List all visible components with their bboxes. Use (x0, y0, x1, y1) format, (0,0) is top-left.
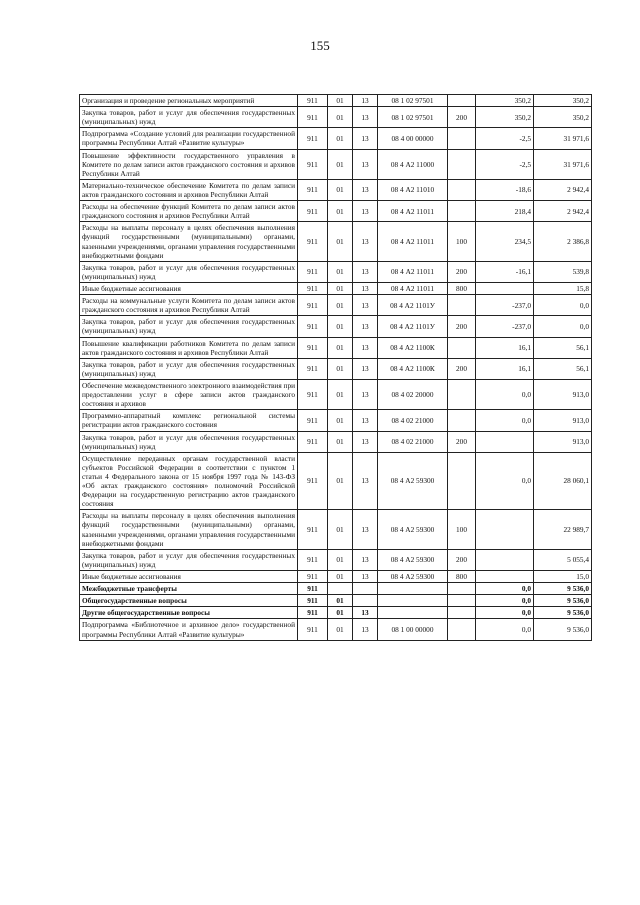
grbs-code-cell: 911 (298, 201, 328, 222)
total-amount-cell: 9 536,0 (534, 607, 592, 619)
expense-type-cell: 200 (448, 316, 476, 337)
grbs-code-cell: 911 (298, 358, 328, 379)
section-code-cell: 01 (328, 149, 353, 179)
grbs-code-cell: 911 (298, 222, 328, 261)
table-row (80, 337, 592, 358)
target-article-cell (378, 595, 448, 607)
subsection-code-cell: 13 (353, 201, 378, 222)
total-amount-cell: 9 536,0 (534, 583, 592, 595)
section-code-cell: 01 (328, 510, 353, 549)
table-row (80, 128, 592, 149)
target-article-cell: 08 4 А2 11011 (378, 222, 448, 261)
section-code-cell: 01 (328, 379, 353, 409)
section-code-cell: 01 (328, 128, 353, 149)
subsection-code-cell: 13 (353, 379, 378, 409)
expense-name-cell: Общегосударственные вопросы (80, 595, 298, 607)
section-code-cell: 01 (328, 261, 353, 282)
grbs-code-cell: 911 (298, 337, 328, 358)
target-article-cell: 08 4 А2 11011 (378, 282, 448, 294)
expense-type-cell (448, 607, 476, 619)
total-amount-cell: 5 055,4 (534, 549, 592, 570)
expense-name-cell: Межбюджетные трансферты (80, 583, 298, 595)
expense-name-cell: Иные бюджетные ассигнования (80, 282, 298, 294)
subsection-code-cell: 13 (353, 128, 378, 149)
expense-type-cell (448, 149, 476, 179)
expense-type-cell: 200 (448, 431, 476, 452)
expense-type-cell: 800 (448, 282, 476, 294)
section-code-cell: 01 (328, 549, 353, 570)
grbs-code-cell: 911 (298, 128, 328, 149)
change-amount-cell: 218,4 (476, 201, 534, 222)
change-amount-cell (476, 510, 534, 549)
grbs-code-cell: 911 (298, 107, 328, 128)
subsection-code-cell: 13 (353, 410, 378, 431)
change-amount-cell: 350,2 (476, 95, 534, 107)
total-amount-cell: 22 989,7 (534, 510, 592, 549)
section-code-cell: 01 (328, 337, 353, 358)
expense-name-cell: Обеспечение межведомственного электронного взаимодействия при предоставлении услуг в сфере записи актов гражданского состояния и архивов (80, 379, 298, 409)
budget-table (79, 94, 592, 641)
expense-name-cell: Подпрограмма «Библиотечное и архивное дело» государственной программы Республики Алтай «Развитие культуры» (80, 619, 298, 640)
grbs-code-cell: 911 (298, 295, 328, 316)
change-amount-cell: -237,0 (476, 316, 534, 337)
change-amount-cell: 0,0 (476, 607, 534, 619)
page-number: 155 (310, 38, 330, 53)
total-amount-cell: 28 060,1 (534, 452, 592, 510)
expense-type-cell (448, 201, 476, 222)
subsection-code-cell: 13 (353, 95, 378, 107)
total-amount-cell: 2 942,4 (534, 179, 592, 200)
target-article-cell: 08 4 А2 11011 (378, 261, 448, 282)
expense-name-cell: Подпрограмма «Создание условий для реализации государственной программы Республики Алтай «Развитие культуры» (80, 128, 298, 149)
table-row (80, 358, 592, 379)
subsection-code-cell: 13 (353, 337, 378, 358)
total-amount-cell: 2 942,4 (534, 201, 592, 222)
expense-type-cell (448, 595, 476, 607)
table-body (80, 95, 592, 641)
table-row (80, 619, 592, 640)
subsection-code-cell (353, 583, 378, 595)
change-amount-cell: 16,1 (476, 337, 534, 358)
grbs-code-cell: 911 (298, 583, 328, 595)
target-article-cell: 08 4 А2 11000 (378, 149, 448, 179)
total-amount-cell: 56,1 (534, 358, 592, 379)
change-amount-cell: 16,1 (476, 358, 534, 379)
target-article-cell: 08 4 А2 1100К (378, 337, 448, 358)
grbs-code-cell: 911 (298, 607, 328, 619)
expense-name-cell: Повышение квалификации работников Комитета по делам записи актов гражданского состояния и архивов Республики Алтай (80, 337, 298, 358)
expense-name-cell: Закупка товаров, работ и услуг для обеспечения государственных (муниципальных) нужд (80, 358, 298, 379)
expense-type-cell (448, 295, 476, 316)
change-amount-cell: -18,6 (476, 179, 534, 200)
subsection-code-cell: 13 (353, 549, 378, 570)
change-amount-cell (476, 549, 534, 570)
expense-type-cell: 200 (448, 261, 476, 282)
table-row (80, 549, 592, 570)
subsection-code-cell: 13 (353, 149, 378, 179)
subsection-code-cell: 13 (353, 282, 378, 294)
change-amount-cell (476, 431, 534, 452)
section-code-cell: 01 (328, 222, 353, 261)
target-article-cell: 08 4 02 21000 (378, 431, 448, 452)
target-article-cell: 08 4 А2 59300 (378, 452, 448, 510)
grbs-code-cell: 911 (298, 549, 328, 570)
table-row (80, 510, 592, 549)
subsection-code-cell: 13 (353, 107, 378, 128)
total-amount-cell: 15,0 (534, 571, 592, 583)
total-amount-cell: 913,0 (534, 379, 592, 409)
target-article-cell: 08 4 А2 1101У (378, 316, 448, 337)
target-article-cell: 08 4 А2 59300 (378, 510, 448, 549)
expense-name-cell: Закупка товаров, работ и услуг для обеспечения государственных (муниципальных) нужд (80, 107, 298, 128)
grbs-code-cell: 911 (298, 595, 328, 607)
total-amount-cell: 31 971,6 (534, 128, 592, 149)
grbs-code-cell: 911 (298, 452, 328, 510)
section-code-cell: 01 (328, 571, 353, 583)
section-code-cell (328, 583, 353, 595)
total-amount-cell: 56,1 (534, 337, 592, 358)
total-amount-cell: 350,2 (534, 95, 592, 107)
section-code-cell: 01 (328, 295, 353, 316)
section-code-cell: 01 (328, 282, 353, 294)
table-row (80, 282, 592, 294)
total-amount-cell: 2 386,8 (534, 222, 592, 261)
total-amount-cell: 350,2 (534, 107, 592, 128)
expense-type-cell: 100 (448, 222, 476, 261)
table-row (80, 316, 592, 337)
grbs-code-cell: 911 (298, 619, 328, 640)
subsection-code-cell: 13 (353, 358, 378, 379)
change-amount-cell: -237,0 (476, 295, 534, 316)
target-article-cell: 08 4 А2 11010 (378, 179, 448, 200)
total-amount-cell: 0,0 (534, 295, 592, 316)
section-code-cell: 01 (328, 595, 353, 607)
table-row (80, 607, 592, 619)
target-article-cell: 08 1 02 97501 (378, 95, 448, 107)
table-row (80, 95, 592, 107)
grbs-code-cell: 911 (298, 95, 328, 107)
section-code-cell: 01 (328, 358, 353, 379)
expense-type-cell: 100 (448, 510, 476, 549)
grbs-code-cell: 911 (298, 261, 328, 282)
change-amount-cell: -2,5 (476, 149, 534, 179)
subsection-code-cell: 13 (353, 261, 378, 282)
change-amount-cell (476, 282, 534, 294)
expense-name-cell: Расходы на коммунальные услуги Комитета по делам записи актов гражданского состояния и архивов Республики Алтай (80, 295, 298, 316)
change-amount-cell (476, 571, 534, 583)
subsection-code-cell: 13 (353, 452, 378, 510)
total-amount-cell: 913,0 (534, 431, 592, 452)
expense-type-cell (448, 337, 476, 358)
change-amount-cell: 0,0 (476, 379, 534, 409)
subsection-code-cell: 13 (353, 619, 378, 640)
subsection-code-cell: 13 (353, 510, 378, 549)
expense-name-cell: Иные бюджетные ассигнования (80, 571, 298, 583)
grbs-code-cell: 911 (298, 179, 328, 200)
section-code-cell: 01 (328, 607, 353, 619)
target-article-cell: 08 4 А2 59300 (378, 549, 448, 570)
change-amount-cell: 0,0 (476, 410, 534, 431)
section-code-cell: 01 (328, 316, 353, 337)
change-amount-cell: -16,1 (476, 261, 534, 282)
table-row (80, 431, 592, 452)
target-article-cell (378, 607, 448, 619)
section-code-cell: 01 (328, 431, 353, 452)
expense-name-cell: Повышение эффективности государственного управления в Комитете по делам записи актов гражданского состояния и архивов Республики Алтай (80, 149, 298, 179)
section-code-cell: 01 (328, 410, 353, 431)
subsection-code-cell: 13 (353, 431, 378, 452)
subsection-code-cell: 13 (353, 295, 378, 316)
change-amount-cell: 350,2 (476, 107, 534, 128)
expense-type-cell: 200 (448, 549, 476, 570)
table-row (80, 149, 592, 179)
expense-name-cell: Расходы на обеспечение функций Комитета по делам записи актов гражданского состояния и архивов Республики Алтай (80, 201, 298, 222)
total-amount-cell: 9 536,0 (534, 619, 592, 640)
expense-type-cell (448, 379, 476, 409)
target-article-cell: 08 4 00 00000 (378, 128, 448, 149)
expense-type-cell: 800 (448, 571, 476, 583)
expense-type-cell (448, 619, 476, 640)
subsection-code-cell: 13 (353, 571, 378, 583)
expense-name-cell: Расходы на выплаты персоналу в целях обеспечения выполнения функций государственными (муниципальными) органами, казенными учреждениями, органами управления государственными внебюджетными фондами (80, 222, 298, 261)
grbs-code-cell: 911 (298, 571, 328, 583)
change-amount-cell: 0,0 (476, 452, 534, 510)
change-amount-cell: 234,5 (476, 222, 534, 261)
subsection-code-cell: 13 (353, 607, 378, 619)
target-article-cell: 08 4 А2 1101У (378, 295, 448, 316)
target-article-cell: 08 4 02 21000 (378, 410, 448, 431)
total-amount-cell: 9 536,0 (534, 595, 592, 607)
section-code-cell: 01 (328, 107, 353, 128)
section-code-cell: 01 (328, 201, 353, 222)
expense-name-cell: Закупка товаров, работ и услуг для обеспечения государственных (муниципальных) нужд (80, 316, 298, 337)
expense-name-cell: Программно-аппаратный комплекс региональной системы регистрации актов гражданского состояния (80, 410, 298, 431)
table-row (80, 595, 592, 607)
grbs-code-cell: 911 (298, 149, 328, 179)
expense-type-cell (448, 128, 476, 149)
table-row (80, 410, 592, 431)
grbs-code-cell: 911 (298, 410, 328, 431)
grbs-code-cell: 911 (298, 282, 328, 294)
table-row (80, 222, 592, 261)
table-row (80, 261, 592, 282)
section-code-cell: 01 (328, 179, 353, 200)
table-row (80, 379, 592, 409)
expense-name-cell: Организация и проведение региональных мероприятий (80, 95, 298, 107)
expense-name-cell: Закупка товаров, работ и услуг для обеспечения государственных (муниципальных) нужд (80, 431, 298, 452)
target-article-cell: 08 1 00 00000 (378, 619, 448, 640)
target-article-cell (378, 583, 448, 595)
target-article-cell: 08 4 02 20000 (378, 379, 448, 409)
total-amount-cell: 15,8 (534, 282, 592, 294)
change-amount-cell: 0,0 (476, 583, 534, 595)
expense-name-cell: Другие общегосударственные вопросы (80, 607, 298, 619)
target-article-cell: 08 4 А2 1100К (378, 358, 448, 379)
table-row (80, 571, 592, 583)
expense-name-cell: Закупка товаров, работ и услуг для обеспечения государственных (муниципальных) нужд (80, 261, 298, 282)
expense-name-cell: Осуществление переданных органам государственной власти субъектов Российской Федерации в соответствии с пунктом 1 статьи 4 Федерального закона от 15 ноября 1997 года № 143-ФЗ «Об актах гражданского состояния» полномочий Российской Федерации на государственную регистрацию актов гражданского состояния (80, 452, 298, 510)
subsection-code-cell: 13 (353, 179, 378, 200)
grbs-code-cell: 911 (298, 379, 328, 409)
expense-type-cell (448, 410, 476, 431)
section-code-cell: 01 (328, 452, 353, 510)
expense-type-cell (448, 179, 476, 200)
table-row (80, 179, 592, 200)
expense-name-cell: Материально-техническое обеспечение Комитета по делам записи актов гражданского состояния и архивов Республики Алтай (80, 179, 298, 200)
target-article-cell: 08 4 А2 59300 (378, 571, 448, 583)
section-code-cell: 01 (328, 619, 353, 640)
grbs-code-cell: 911 (298, 316, 328, 337)
change-amount-cell: 0,0 (476, 595, 534, 607)
change-amount-cell: 0,0 (476, 619, 534, 640)
grbs-code-cell: 911 (298, 431, 328, 452)
subsection-code-cell: 13 (353, 222, 378, 261)
table-row (80, 201, 592, 222)
target-article-cell: 08 4 А2 11011 (378, 201, 448, 222)
expense-name-cell: Закупка товаров, работ и услуг для обеспечения государственных (муниципальных) нужд (80, 549, 298, 570)
total-amount-cell: 0,0 (534, 316, 592, 337)
subsection-code-cell (353, 595, 378, 607)
expense-type-cell (448, 452, 476, 510)
grbs-code-cell: 911 (298, 510, 328, 549)
expense-type-cell: 200 (448, 107, 476, 128)
total-amount-cell: 913,0 (534, 410, 592, 431)
change-amount-cell: -2,5 (476, 128, 534, 149)
expense-type-cell (448, 95, 476, 107)
expense-type-cell (448, 583, 476, 595)
section-code-cell: 01 (328, 95, 353, 107)
table-row (80, 452, 592, 510)
total-amount-cell: 539,8 (534, 261, 592, 282)
subsection-code-cell: 13 (353, 316, 378, 337)
table-row (80, 583, 592, 595)
table-row (80, 107, 592, 128)
target-article-cell: 08 1 02 97501 (378, 107, 448, 128)
expense-type-cell: 200 (448, 358, 476, 379)
table-row (80, 295, 592, 316)
total-amount-cell: 31 971,6 (534, 149, 592, 179)
expense-name-cell: Расходы на выплаты персоналу в целях обеспечения выполнения функций государственными (муниципальными) органами, казенными учреждениями, органами управления государственными внебюджетными фондами (80, 510, 298, 549)
